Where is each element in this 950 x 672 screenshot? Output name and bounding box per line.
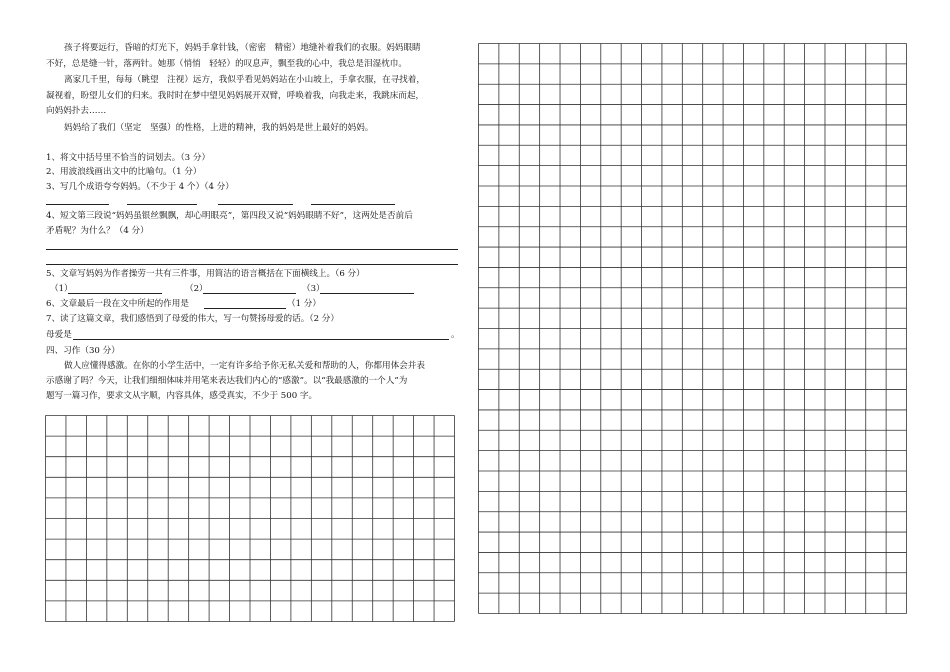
question-5-blank1-label: （1） (50, 284, 73, 294)
question-7-answer-line[interactable] (73, 339, 449, 340)
passage-p2-line3: 向妈妈扑去…… (46, 106, 107, 116)
question-6-prompt: 6、文章最后一段在文中所起的作用是 (46, 299, 189, 309)
composition-heading: 四、习作（30 分） (46, 346, 120, 356)
question-7-end: 。 (451, 330, 460, 340)
question-4-answer-line-2[interactable] (46, 264, 458, 265)
question-5-blank2-label: （2） (185, 284, 208, 294)
question-5-blank1-line[interactable] (68, 293, 162, 294)
passage-p1-line2: 不好，总是缝一针，落两针。她那（悄悄 轻轻）的叹息声，飘至我的心中，我总是泪湿枕巾。 (46, 59, 407, 69)
composition-line3: 题写一篇习作，要求文从字顺，内容具体，感受真实，不少于 500 字。 (46, 391, 318, 401)
idiom-answer-line-1[interactable] (46, 204, 109, 205)
idiom-answer-line-3[interactable] (218, 204, 293, 205)
left-writing-grid[interactable] (45, 415, 455, 622)
question-4-answer-line-1[interactable] (46, 249, 458, 250)
question-5: 5、文章写妈妈为作者操劳一共有三件事，用简洁的语言概括在下面横线上。（6 分） (46, 269, 365, 279)
idiom-answer-line-4[interactable] (311, 204, 395, 205)
question-5-blank3-label: （3） (302, 284, 325, 294)
right-writing-grid[interactable] (478, 43, 907, 614)
passage-p3-line1: 妈妈给了我们（坚定 坚强）的性格，上进的精神，我的妈妈是世上最好的妈妈。 (64, 123, 374, 133)
composition-line1: 做人应懂得感激。在你的小学生活中，一定有许多给予你无私关爱和帮助的人，你都用体会并表 (64, 361, 425, 371)
question-6-answer-line[interactable] (204, 308, 286, 309)
passage-p2-line2: 凝视着，盼望儿女们的归来。我时时在梦中望见妈妈展开双臂，呼唤着我，向我走来，我跳床而起， (46, 91, 425, 101)
question-3: 3、写几个成语夸夸妈妈。（不少于 4 个）（4 分） (46, 182, 234, 192)
question-4-line2: 矛盾呢？为什么？（4 分） (46, 226, 149, 236)
question-1: 1、将文中括号里不恰当的词划去。（3 分） (46, 153, 211, 163)
question-5-blank3-line[interactable] (320, 293, 414, 294)
question-5-blank2-line[interactable] (203, 293, 296, 294)
question-2: 2、用波浪线画出文中的比喻句。（1 分） (46, 167, 202, 177)
composition-line2: 示感谢了吗？今天，让我们细细体味并用笔来表达我们内心的“感激”。以“我最感激的一个人”为 (46, 376, 408, 386)
idiom-answer-line-2[interactable] (127, 204, 197, 205)
passage-p2-line1: 离家几千里，每每（眺望 注视）远方，我似乎看见妈妈站在小山坡上，手拿衣服，在寻找着， (64, 75, 425, 85)
question-7: 7、读了这篇文章，我们感悟到了母爱的伟大，写一句赞扬母爱的话。（2 分） (46, 314, 339, 324)
question-4-line1: 4、短文第三段说“妈妈虽银丝飘飘，却心明眼亮”，第四段又说“妈妈眼睛不好”，这两处是否前后 (46, 211, 413, 221)
question-6-score: （1 分） (287, 299, 321, 309)
passage-p1-line1: 孩子将要远行，昏暗的灯光下，妈妈手拿针钱，（密密 精密）地缝补着我们的衣服。妈妈眼睛 (64, 43, 421, 53)
question-7-prefix: 母爱是 (46, 330, 72, 340)
